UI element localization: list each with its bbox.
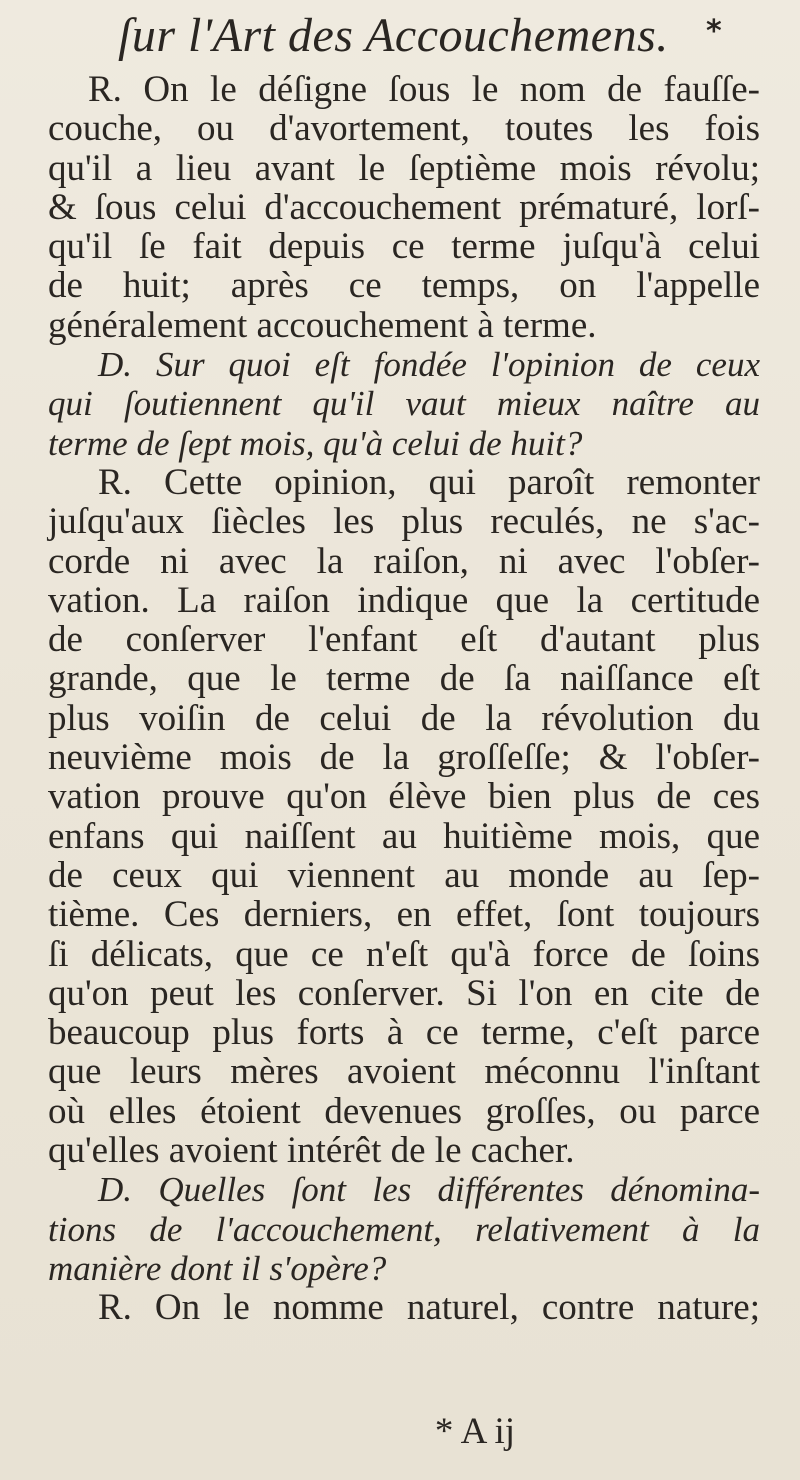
text-line: juſqu'aux ſiècles les plus reculés, ne s'ac- [48, 501, 760, 543]
text-line: de conſerver l'enfant eſt d'autant plus [48, 619, 760, 661]
text-line: vation prouve qu'on élève bien plus de ces [48, 776, 760, 818]
text-line: D. Sur quoi eſt fondée l'opinion de ceux [98, 345, 760, 385]
text-line: qu'on peut les conſerver. Si l'on en cite de [48, 972, 760, 1014]
text-line: de huit; après ce temps, on l'appelle [48, 265, 760, 307]
text-line: qu'il a lieu avant le ſeptième mois révolu; [48, 147, 760, 189]
running-head: ſur l'Art des Accouchemens. [118, 9, 669, 62]
text-line: D. Quelles ſont les différentes dénomina- [98, 1170, 760, 1210]
text-line: qu'il ſe fait depuis ce terme juſqu'à celui [48, 226, 760, 268]
text-line: où elles étoient devenues groſſes, ou parce [48, 1090, 760, 1132]
text-line: vation. La raiſon indique que la certitude [48, 579, 760, 621]
text-line: corde ni avec la raiſon, ni avec l'obſer- [48, 540, 760, 582]
text-line: manière dont il s'opère? [48, 1248, 387, 1288]
text-line: plus voiſin de celui de la révolution du [48, 697, 760, 739]
text-line: R. On le déſigne ſous le nom de fauſſe- [88, 69, 760, 110]
text-line: ſi délicats, que ce n'eſt qu'à force de ſoins [48, 933, 760, 975]
text-line: qui ſoutiennent qu'il vaut mieux naître au [48, 384, 760, 424]
text-line: terme de ſept mois, qu'à celui de huit? [48, 423, 583, 463]
text-line: R. On le nomme naturel, contre nature; [98, 1287, 760, 1329]
asterisk-mark: * [706, 14, 722, 49]
signature-text: * A ij [434, 1411, 516, 1452]
text-line: tième. Ces derniers, en effet, ſont toujours [48, 894, 760, 936]
text-line: couche, ou d'avortement, toutes les fois [48, 108, 760, 150]
text-line: & ſous celui d'accouchement prématuré, lorſ- [48, 186, 760, 228]
text-line: neuvième mois de la groſſeſſe; & l'obſer- [48, 737, 760, 779]
text-line: que leurs mères avoient méconnu l'inſtant [48, 1051, 760, 1093]
text-line: tions de l'accouchement, relativement à la [48, 1209, 760, 1249]
text-line: beaucoup plus forts à ce terme, c'eſt parce [48, 1012, 760, 1054]
signature-mark [0, 1410, 800, 1453]
body-text [48, 70, 760, 1328]
page-header [0, 8, 800, 68]
text-line: qu'elles avoient intérêt de le cacher. [48, 1130, 575, 1172]
text-line: grande, que le terme de ſa naiſſance eſt [48, 658, 760, 700]
text-line: R. Cette opinion, qui paroît remonter [98, 461, 760, 503]
text-line: de ceux qui viennent au monde au ſep- [48, 854, 760, 896]
text-line: enfans qui naiſſent au huitième mois, que [48, 815, 760, 857]
text-line: généralement accouchement à terme. [48, 304, 597, 346]
